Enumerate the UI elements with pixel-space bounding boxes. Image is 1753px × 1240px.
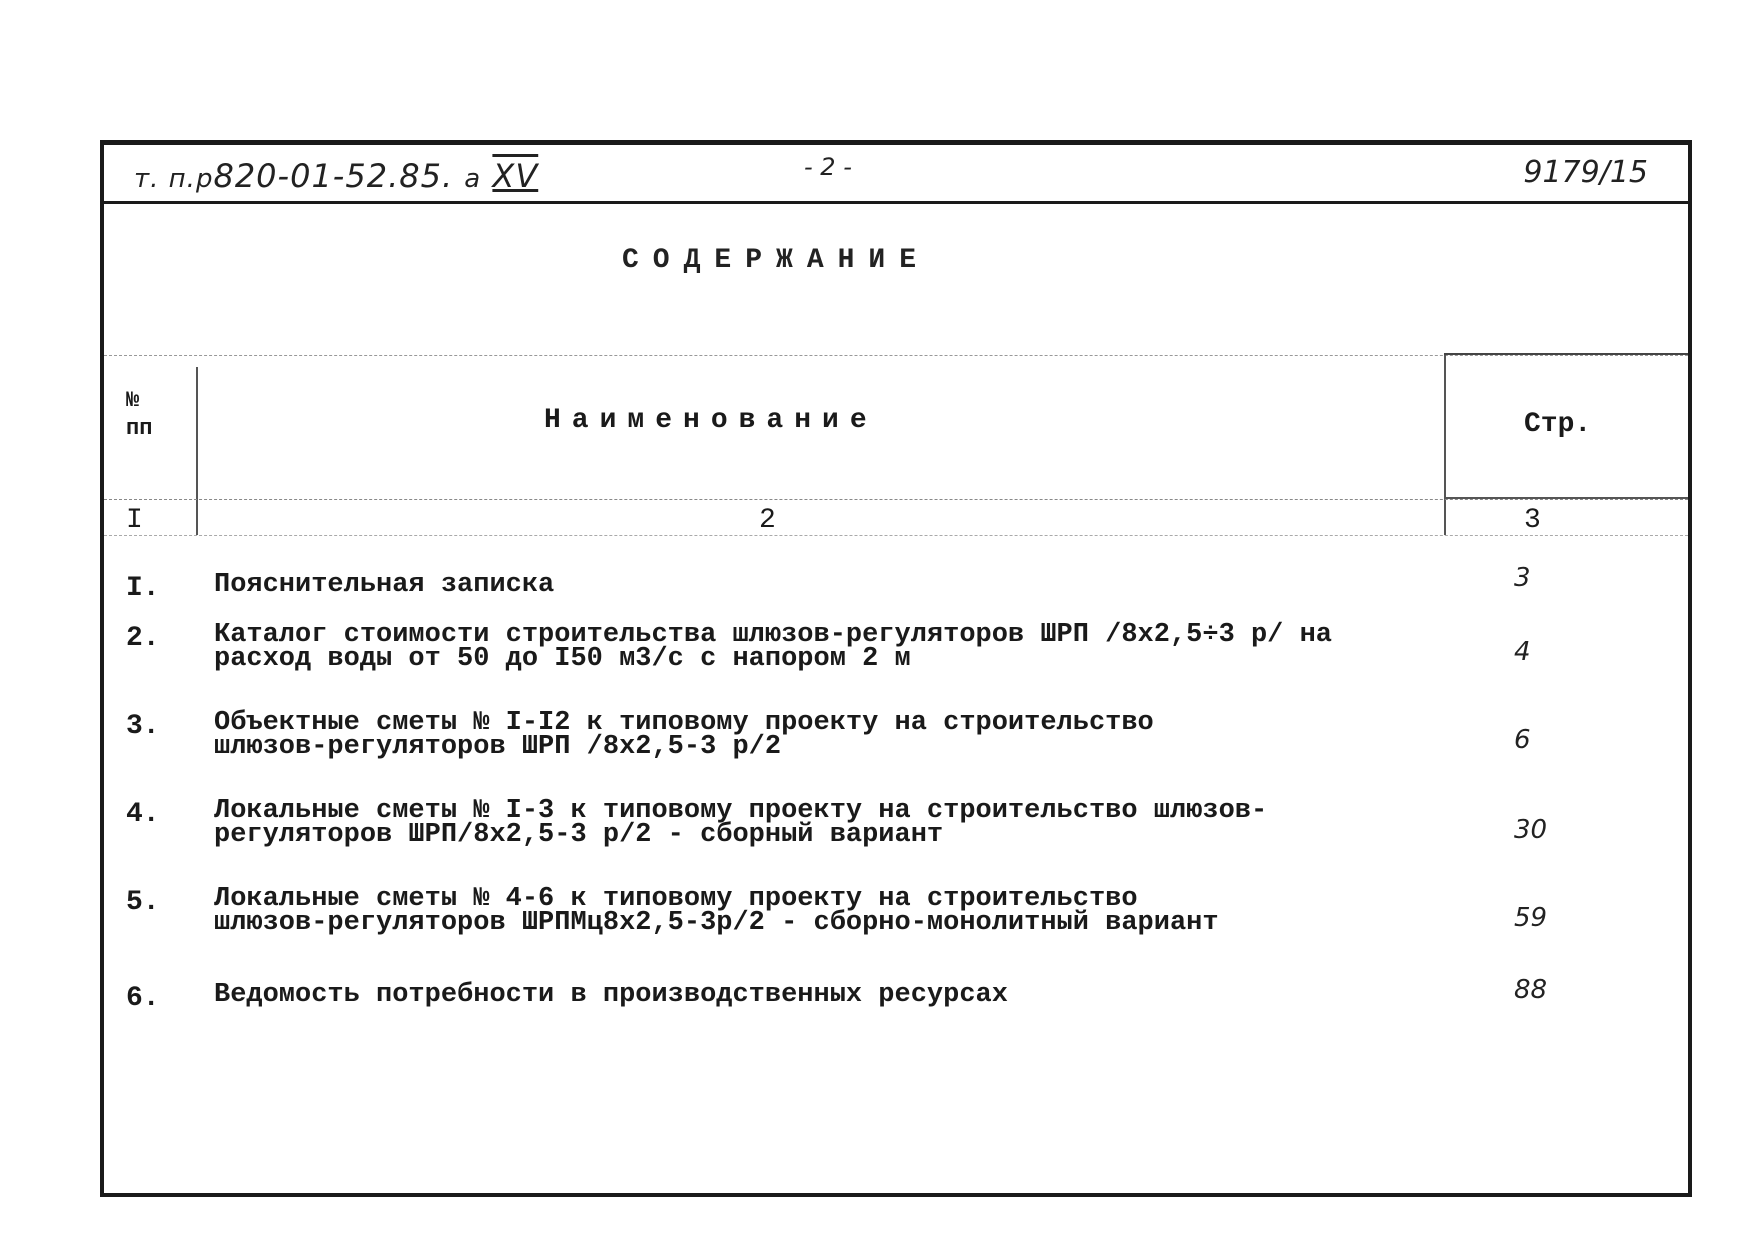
doc-code-value: 820-01-52.85. bbox=[213, 157, 454, 195]
row-number: 5. bbox=[126, 887, 160, 918]
row-title: Локальные сметы № I-3 к типовому проекту на строительство шлюзов- регуляторов ШРП/8х2,5-3 р/2 - сборный вариант bbox=[214, 796, 1268, 850]
table-top-rule-right bbox=[1444, 353, 1688, 355]
header-number-rule-right bbox=[1444, 497, 1688, 499]
row-number: 6. bbox=[126, 983, 160, 1014]
table-top-rule bbox=[104, 355, 1688, 356]
row-title: Пояснительная записка bbox=[214, 570, 555, 600]
row-page: 4 bbox=[1514, 637, 1531, 667]
page-marker: - 2 - bbox=[804, 153, 852, 181]
header-bottom-rule bbox=[104, 535, 1688, 536]
album-number: XV bbox=[492, 157, 539, 195]
row-title: Объектные сметы № I-I2 к типовому проекту на строительство шлюзов-регуляторов ШРП /8х2,5-3 р/2 bbox=[214, 708, 1154, 762]
row-title: Ведомость потребности в производственных ресурсах bbox=[214, 980, 1008, 1010]
column-header-name: Наименование bbox=[544, 405, 878, 436]
document-sheet bbox=[100, 140, 1692, 1197]
page-title: СОДЕРЖАНИЕ bbox=[622, 245, 931, 276]
column-header-number: № пп bbox=[126, 388, 153, 441]
album-prefix: а bbox=[464, 164, 482, 194]
column-divider-2 bbox=[1444, 355, 1446, 535]
row-page: 3 bbox=[1514, 563, 1531, 593]
column-number-3: 3 bbox=[1524, 505, 1541, 536]
row-title: Каталог стоимости строительства шлюзов-регуляторов ШРП /8х2,5÷3 р/ на расход воды от 50 до I50 м3/с с напором 2 м bbox=[214, 620, 1332, 674]
row-number: 3. bbox=[126, 711, 160, 742]
row-title: Локальные сметы № 4-6 к типовому проекту на строительство шлюзов-регуляторов ШРПМц8х2,5-3р/2 - сборно-монолитный вариант bbox=[214, 884, 1219, 938]
table-header bbox=[104, 355, 1688, 535]
column-number-1: I bbox=[126, 505, 143, 536]
header-divider bbox=[104, 201, 1688, 204]
row-page: 6 bbox=[1514, 725, 1531, 755]
row-page: 30 bbox=[1514, 815, 1548, 845]
document-code bbox=[134, 157, 538, 195]
row-number: 2. bbox=[126, 623, 160, 654]
row-number: I. bbox=[126, 573, 160, 604]
row-number: 4. bbox=[126, 799, 160, 830]
row-page: 59 bbox=[1514, 903, 1548, 933]
header-number-rule bbox=[104, 499, 1688, 500]
doc-prefix: т. п.р bbox=[134, 164, 214, 194]
column-header-page: Стр. bbox=[1524, 409, 1592, 440]
column-number-2: 2 bbox=[759, 505, 776, 536]
column-divider-1 bbox=[196, 367, 198, 535]
document-number: 9179/15 bbox=[1523, 155, 1648, 190]
row-page: 88 bbox=[1514, 975, 1548, 1005]
